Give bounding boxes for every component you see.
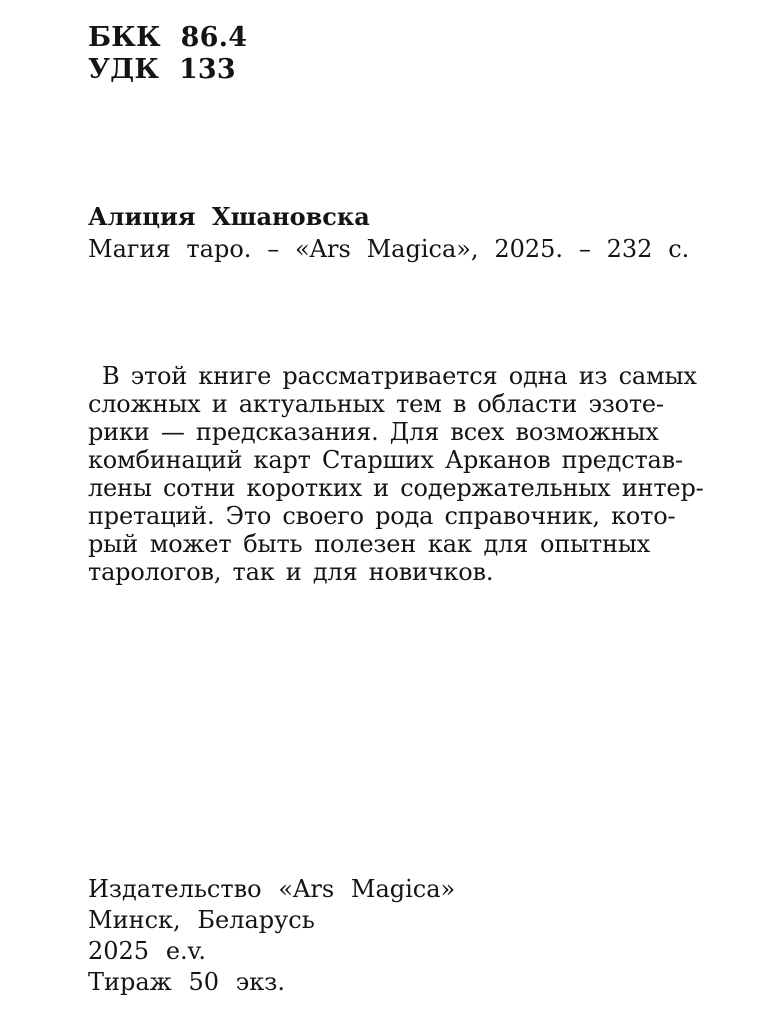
classification-codes bbox=[88, 22, 247, 86]
annotation-line: рики — предсказания. Для всех возможных bbox=[88, 418, 659, 446]
annotation-line: тарологов, так и для новичков. bbox=[88, 558, 494, 586]
publisher-line: Издательство «Ars Magica» bbox=[88, 875, 456, 903]
udk-code: УДК 133 bbox=[88, 54, 236, 85]
annotation-line: претаций. Это своего рода справочник, кото- bbox=[88, 502, 676, 530]
annotation-line: комбинаций карт Старших Арканов представ- bbox=[88, 446, 683, 474]
location-line: Минск, Беларусь bbox=[88, 906, 315, 934]
bibliographic-reference: Магия таро. – «Ars Magica», 2025. – 232 с. bbox=[88, 235, 690, 263]
annotation-line: В этой книге рассматривается одна из самых bbox=[102, 362, 697, 390]
bibliographic-citation bbox=[88, 200, 689, 266]
print-run-line: Тираж 50 экз. bbox=[88, 968, 285, 996]
year-line: 2025 e.v. bbox=[88, 937, 206, 965]
annotation-line: сложных и актуальных тем в области эзоте- bbox=[88, 390, 664, 418]
author-name: Алиция Хшановска bbox=[88, 202, 370, 231]
imprint-block bbox=[88, 874, 455, 998]
annotation-line: рый может быть полезен как для опытных bbox=[88, 530, 650, 558]
bbk-code: БКК 86.4 bbox=[88, 22, 248, 53]
annotation-paragraph bbox=[88, 362, 704, 586]
annotation-line: лены сотни коротких и содержательных интер- bbox=[88, 474, 704, 502]
